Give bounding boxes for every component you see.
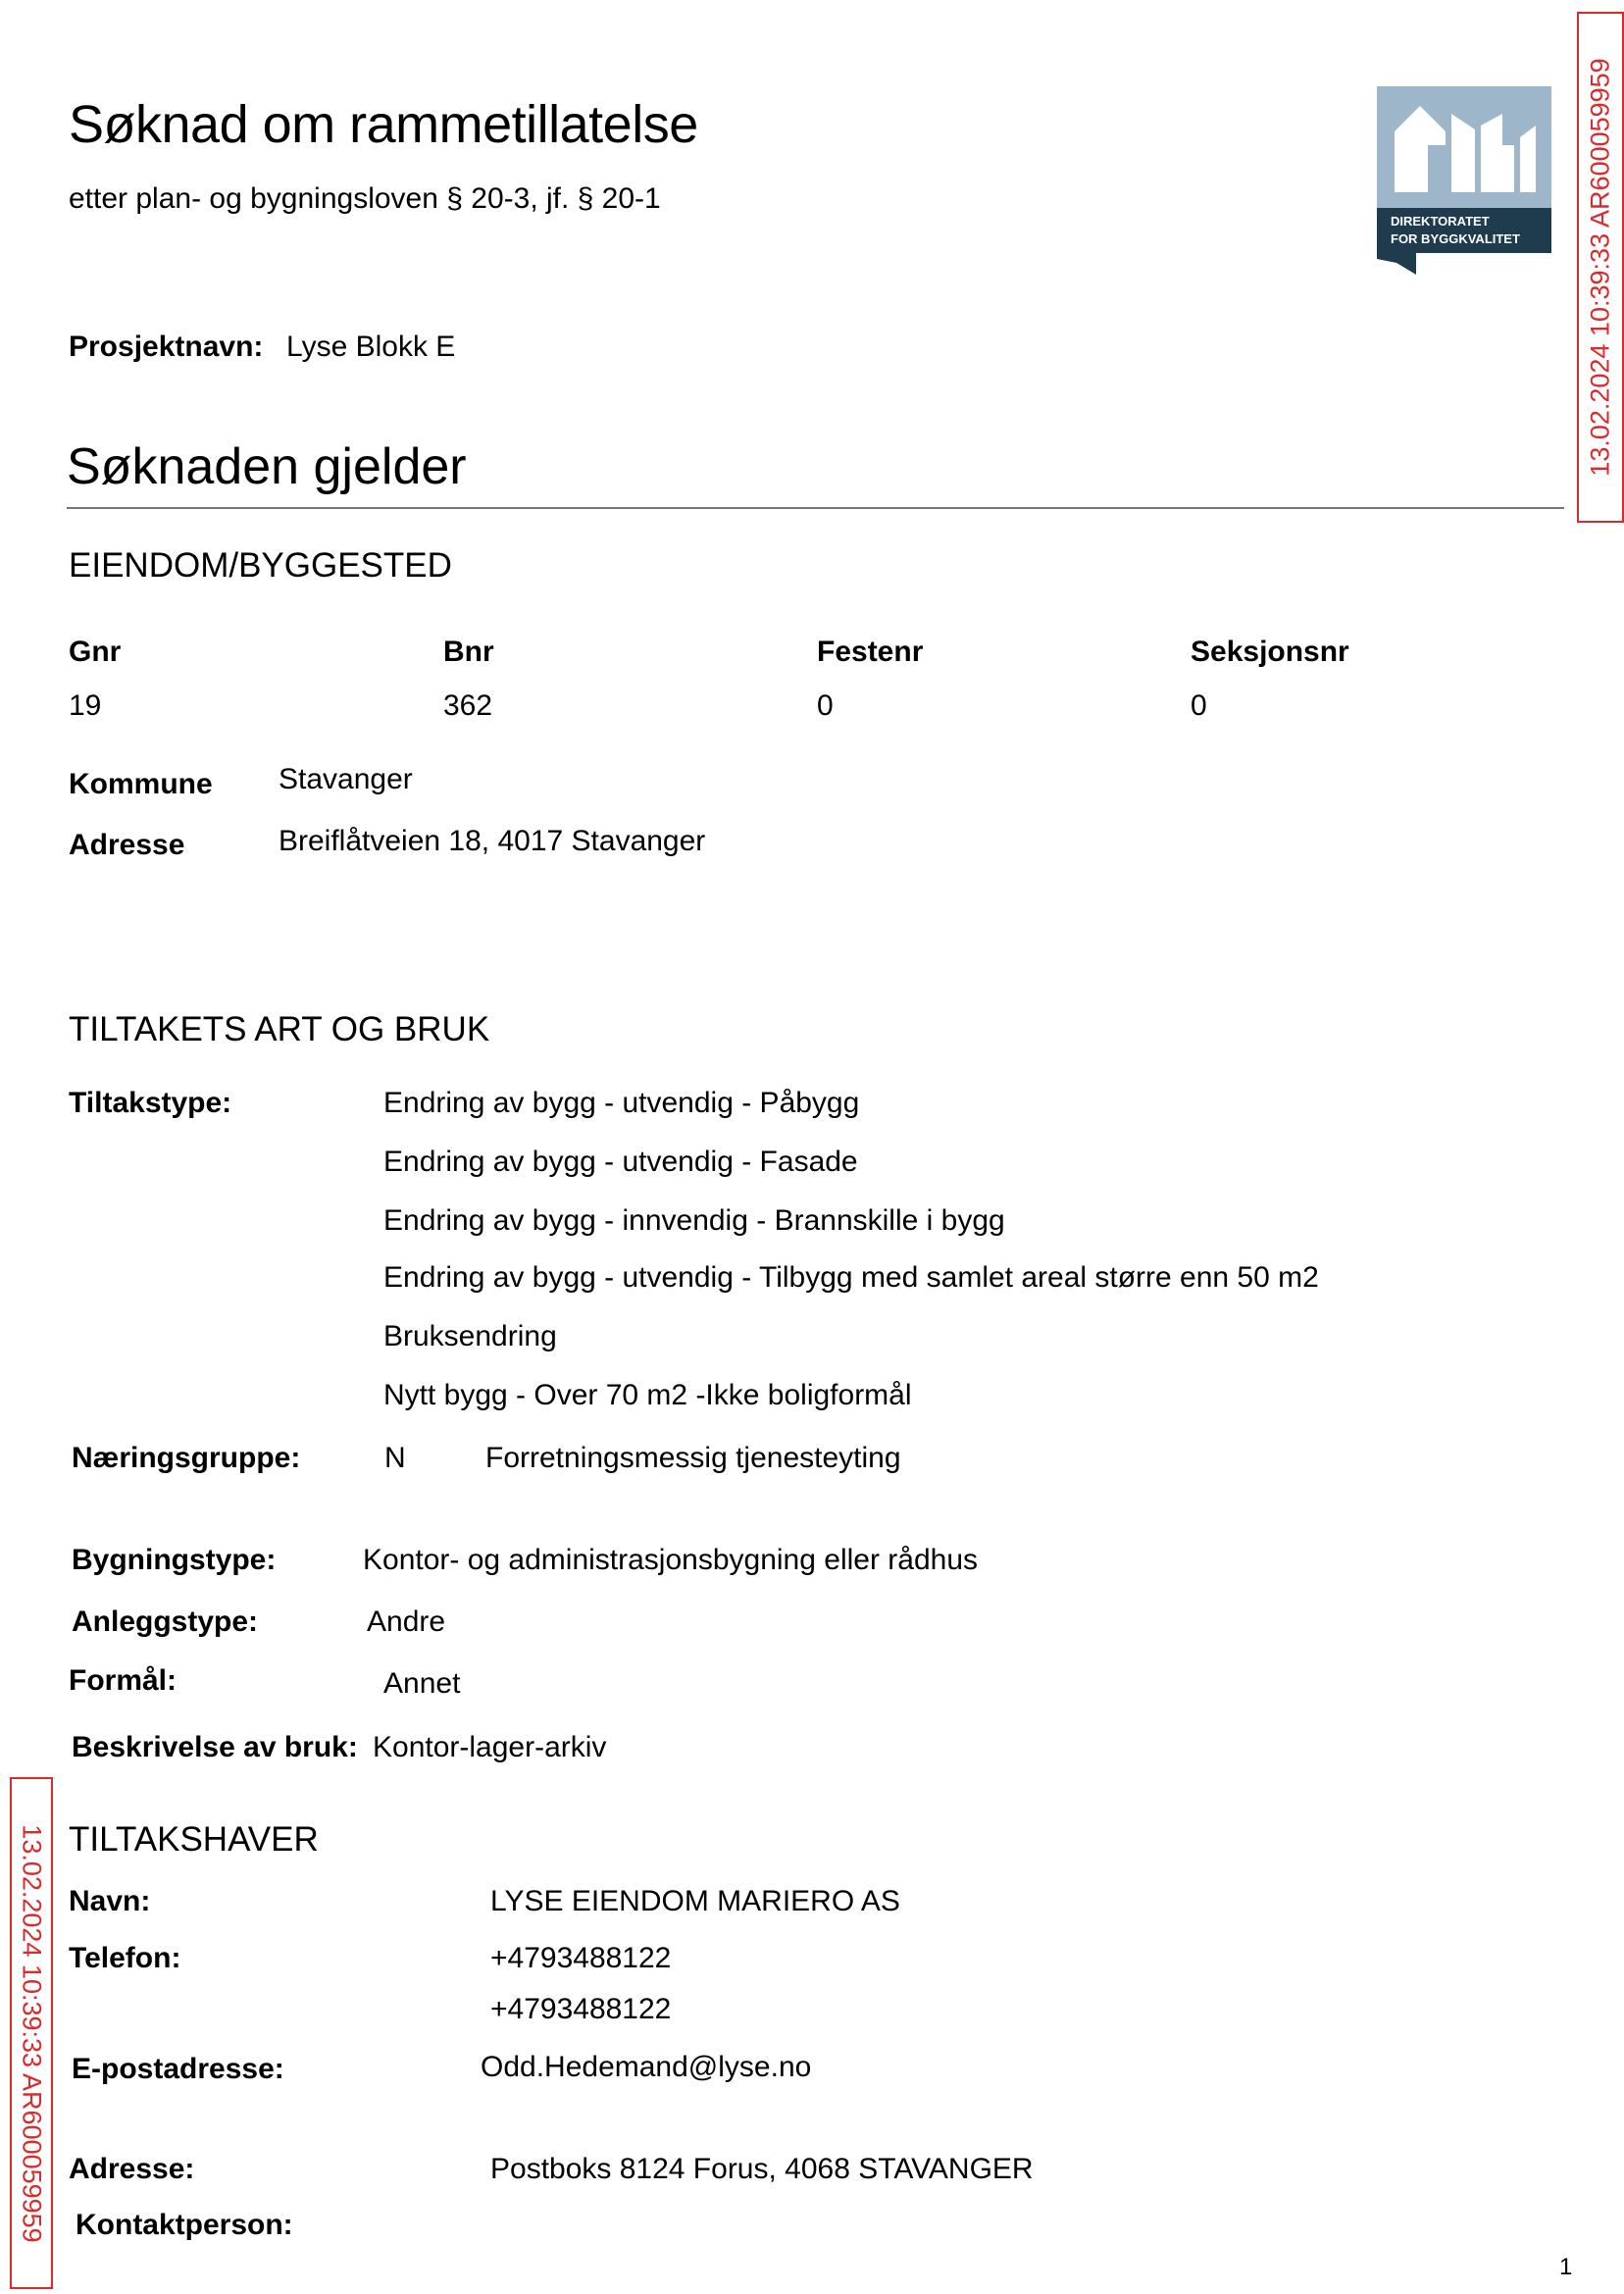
project-value: Lyse Blokk E [286, 331, 456, 363]
tiltakstype-item: Endring av bygg - utvendig - Påbygg [383, 1087, 860, 1119]
section-heading: Søknaden gjelder [67, 438, 467, 495]
tiltakshaver-adresse-value: Postboks 8124 Forus, 4068 STAVANGER [490, 2153, 1034, 2185]
dibk-logo [1377, 86, 1551, 275]
naeringsgruppe-label: Næringsgruppe: [72, 1442, 301, 1474]
tiltakstype-item: Endring av bygg - innvendig - Brannskille i bygg [383, 1204, 1005, 1237]
kontaktperson-label: Kontaktperson: [76, 2209, 293, 2241]
navn-value: LYSE EIENDOM MARIERO AS [490, 1885, 900, 1917]
stamp-text: 13.02.2024 10:39:33 AR600059959 [17, 1823, 47, 2243]
epost-label: E-postadresse: [72, 2053, 284, 2085]
beskrivelse-value: Kontor-lager-arkiv [373, 1731, 607, 1763]
tiltakstype-item: Endring av bygg - utvendig - Fasade [383, 1146, 858, 1178]
kommune-value: Stavanger [279, 763, 413, 795]
telefon-value: +4793488122 [490, 1942, 672, 1974]
bnr-value: 362 [443, 689, 493, 722]
tiltakshaver-adresse-label: Adresse: [69, 2153, 195, 2185]
gnr-label: Gnr [69, 636, 122, 668]
naeringsgruppe-value: Forretningsmessig tjenesteyting [485, 1442, 901, 1474]
timestamp-stamp-side [10, 1777, 53, 2289]
formal-value: Annet [383, 1667, 461, 1700]
bygningstype-value: Kontor- og administrasjonsbygning eller rådhus [363, 1544, 979, 1576]
page-number: 1 [1559, 2254, 1573, 2280]
document-title: Søknad om rammetillatelse [69, 95, 698, 154]
bygningstype-label: Bygningstype: [72, 1544, 277, 1576]
telefon-label: Telefon: [69, 1942, 181, 1974]
bnr-label: Bnr [443, 636, 494, 668]
beskrivelse-label: Beskrivelse av bruk: [72, 1731, 358, 1763]
adresse-label: Adresse [69, 829, 185, 861]
project-label: Prosjektnavn: [69, 331, 264, 363]
gnr-value: 19 [69, 689, 102, 722]
document-subtitle: etter plan- og bygningsloven § 20-3, jf. § 20-1 [69, 182, 661, 215]
property-heading: EIENDOM/BYGGESTED [69, 546, 452, 585]
tiltakstype-item: Nytt bygg - Over 70 m2 -Ikke boligformål [383, 1379, 912, 1411]
telefon-value: +4793488122 [490, 1993, 672, 2025]
epost-value: Odd.Hedemand@lyse.no [481, 2051, 812, 2083]
tiltakshaver-heading: TILTAKSHAVER [69, 1820, 319, 1859]
dibk-logo-graphic [1377, 86, 1551, 275]
seksjonsnr-value: 0 [1191, 689, 1207, 722]
tiltakstype-item: Bruksendring [383, 1320, 557, 1352]
festenr-value: 0 [817, 689, 834, 722]
naeringsgruppe-code: N [384, 1442, 406, 1474]
stamp-text: 13.02.2024 10:39:33 AR600059959 [1585, 58, 1615, 477]
logo-text-line1: DIREKTORATET [1391, 214, 1490, 229]
anleggstype-value: Andre [367, 1606, 446, 1638]
formal-label: Formål: [69, 1664, 178, 1697]
seksjonsnr-label: Seksjonsnr [1191, 636, 1349, 668]
tiltakstype-label: Tiltakstype: [69, 1087, 232, 1119]
adresse-value: Breiflåtveien 18, 4017 Stavanger [279, 825, 706, 857]
navn-label: Navn: [69, 1885, 151, 1917]
tiltak-heading: TILTAKETS ART OG BRUK [69, 1010, 490, 1048]
festenr-label: Festenr [817, 636, 924, 668]
section-divider [67, 507, 1564, 509]
timestamp-stamp-top [1577, 12, 1624, 523]
anleggstype-label: Anleggstype: [72, 1606, 259, 1638]
kommune-label: Kommune [69, 768, 213, 800]
tiltakstype-item: Endring av bygg - utvendig - Tilbygg med samlet areal større enn 50 m2 [383, 1261, 1319, 1294]
logo-text-line2: FOR BYGGKVALITET [1391, 231, 1520, 246]
